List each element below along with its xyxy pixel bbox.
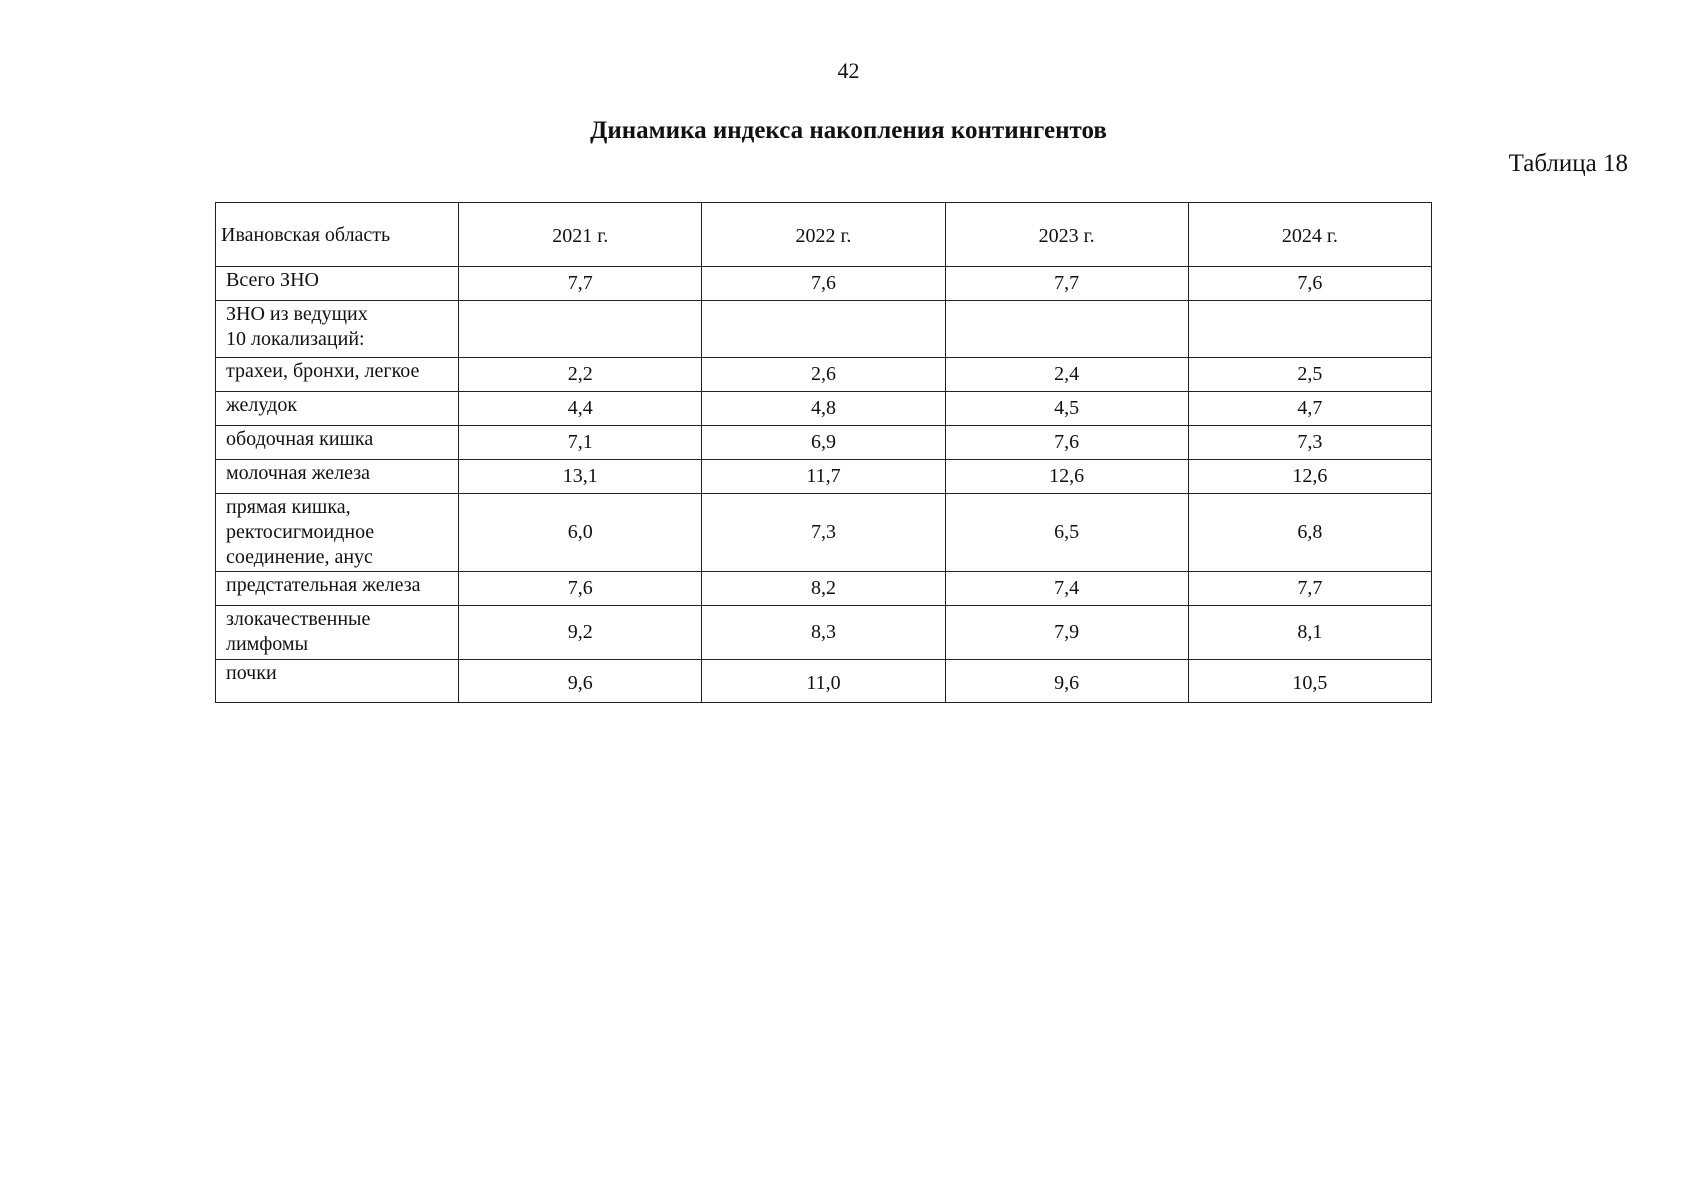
value-cell: 7,6 <box>945 426 1188 460</box>
row-label-cell <box>216 358 459 392</box>
row-label-line: трахеи, бронхи, легкое <box>226 360 420 382</box>
table-row <box>216 660 1432 703</box>
row-label-line: желудок <box>226 394 298 416</box>
row-label-line: молочная железа <box>226 462 371 484</box>
row-label-line: Всего ЗНО <box>226 269 319 291</box>
row-label-cell <box>216 392 459 426</box>
header-year-cell: 2023 г. <box>945 203 1188 267</box>
row-label-line: лимфомы <box>226 633 309 655</box>
value-cell: 6,8 <box>1188 494 1431 572</box>
table-row <box>216 267 1432 301</box>
header-year-cell: 2024 г. <box>1188 203 1431 267</box>
value-cell: 7,4 <box>945 572 1188 606</box>
value-cell: 13,1 <box>459 460 702 494</box>
value-cell: 11,7 <box>702 460 945 494</box>
row-label-line: почки <box>226 662 277 684</box>
document-title: Динамика индекса накопления контингентов <box>590 117 1107 144</box>
value-cell: 2,5 <box>1188 358 1431 392</box>
table-row <box>216 301 1432 358</box>
value-cell <box>459 301 702 358</box>
value-cell: 11,0 <box>702 660 945 703</box>
table-body <box>216 203 1432 703</box>
table-row <box>216 358 1432 392</box>
value-cell: 9,6 <box>459 660 702 703</box>
value-cell: 9,6 <box>945 660 1188 703</box>
row-label-line: прямая кишка, <box>226 496 351 518</box>
value-cell: 7,1 <box>459 426 702 460</box>
data-table <box>215 202 1432 703</box>
row-label-cell <box>216 426 459 460</box>
value-cell: 6,9 <box>702 426 945 460</box>
value-cell: 8,2 <box>702 572 945 606</box>
value-cell: 10,5 <box>1188 660 1431 703</box>
value-cell: 4,5 <box>945 392 1188 426</box>
value-cell: 4,7 <box>1188 392 1431 426</box>
header-year-cell: 2022 г. <box>702 203 945 267</box>
row-label-line: соединение, анус <box>226 546 373 568</box>
value-cell: 6,5 <box>945 494 1188 572</box>
table-row <box>216 572 1432 606</box>
row-label-cell <box>216 572 459 606</box>
row-label-cell <box>216 460 459 494</box>
value-cell: 7,3 <box>1188 426 1431 460</box>
row-label-cell <box>216 301 459 358</box>
header-region-cell: Ивановская область <box>216 203 459 267</box>
value-cell: 7,3 <box>702 494 945 572</box>
value-cell: 12,6 <box>945 460 1188 494</box>
value-cell: 7,6 <box>459 572 702 606</box>
table-row <box>216 606 1432 660</box>
row-label-line: злокачественные <box>226 608 371 630</box>
table-row <box>216 460 1432 494</box>
value-cell: 2,4 <box>945 358 1188 392</box>
value-cell: 4,8 <box>702 392 945 426</box>
table-header-row <box>216 203 1432 267</box>
value-cell: 4,4 <box>459 392 702 426</box>
value-cell: 8,1 <box>1188 606 1431 660</box>
table-row <box>216 426 1432 460</box>
value-cell: 12,6 <box>1188 460 1431 494</box>
value-cell: 7,9 <box>945 606 1188 660</box>
value-cell: 8,3 <box>702 606 945 660</box>
page-number: 42 <box>837 58 860 83</box>
table-row <box>216 494 1432 572</box>
row-label-cell <box>216 494 459 572</box>
value-cell: 7,7 <box>1188 572 1431 606</box>
value-cell: 6,0 <box>459 494 702 572</box>
value-cell: 2,2 <box>459 358 702 392</box>
value-cell <box>945 301 1188 358</box>
value-cell: 7,6 <box>702 267 945 301</box>
row-label-line: предстательная железа <box>226 574 421 596</box>
row-label-line: ЗНО из ведущих <box>226 303 368 325</box>
value-cell <box>702 301 945 358</box>
value-cell: 2,6 <box>702 358 945 392</box>
value-cell: 7,7 <box>945 267 1188 301</box>
value-cell: 9,2 <box>459 606 702 660</box>
header-year-cell: 2021 г. <box>459 203 702 267</box>
row-label-cell <box>216 660 459 703</box>
table-row <box>216 392 1432 426</box>
table-caption: Таблица 18 <box>1508 150 1628 177</box>
value-cell: 7,6 <box>1188 267 1431 301</box>
row-label-line: ректосигмоидное <box>226 521 375 543</box>
row-label-cell <box>216 267 459 301</box>
row-label-line: ободочная кишка <box>226 428 374 450</box>
row-label-line: 10 локализаций: <box>226 328 365 350</box>
row-label-cell <box>216 606 459 660</box>
value-cell: 7,7 <box>459 267 702 301</box>
value-cell <box>1188 301 1431 358</box>
